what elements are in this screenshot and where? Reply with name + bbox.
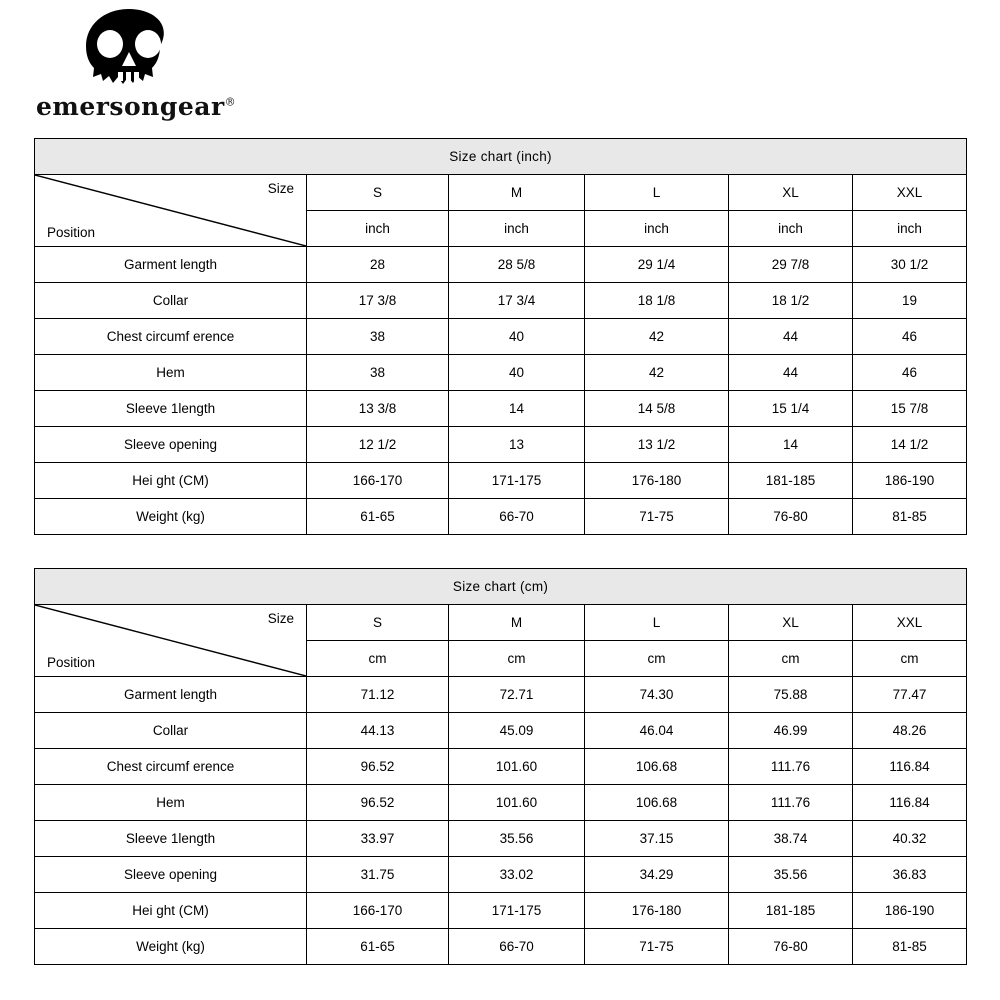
cell-value: 76-80 [729,499,853,535]
size-header-xl: XL [729,605,853,641]
table-row [35,749,967,785]
cell-value: 33.02 [449,857,585,893]
cell-value: 166-170 [307,463,449,499]
table-caption-row [35,139,967,175]
cell-value: 96.52 [307,749,449,785]
row-label: Weight (kg) [35,929,307,965]
cell-value: 38 [307,319,449,355]
cell-value: 186-190 [853,463,967,499]
size-header-xxl: XXL [853,605,967,641]
corner-header [35,605,307,677]
chart-caption: Size chart (cm) [35,569,967,605]
cell-value: 71.12 [307,677,449,713]
table-row [35,785,967,821]
cell-value: 18 1/2 [729,283,853,319]
cell-value: 101.60 [449,785,585,821]
chart-caption: Size chart (inch) [35,139,967,175]
cell-value: 106.68 [585,785,729,821]
cell-value: 15 1/4 [729,391,853,427]
cell-value: 13 3/8 [307,391,449,427]
table-row [35,929,967,965]
table-caption-row [35,569,967,605]
row-label: Collar [35,283,307,319]
cell-value: 46 [853,319,967,355]
cell-value: 116.84 [853,785,967,821]
row-label: Garment length [35,677,307,713]
unit-xl: inch [729,211,853,247]
size-chart-table-inch [34,138,967,535]
cell-value: 75.88 [729,677,853,713]
cell-value: 46.99 [729,713,853,749]
table-row [35,247,967,283]
cell-value: 13 [449,427,585,463]
cell-value: 14 [729,427,853,463]
cell-value: 111.76 [729,749,853,785]
cell-value: 37.15 [585,821,729,857]
cell-value: 28 5/8 [449,247,585,283]
size-header-l: L [585,605,729,641]
cell-value: 17 3/8 [307,283,449,319]
row-label: Chest circumf erence [35,749,307,785]
cell-value: 18 1/8 [585,283,729,319]
cell-value: 31.75 [307,857,449,893]
cell-value: 28 [307,247,449,283]
row-label: Chest circumf erence [35,319,307,355]
unit-xl: cm [729,641,853,677]
skull-icon [74,8,184,94]
table-header-row [35,605,967,641]
cell-value: 106.68 [585,749,729,785]
cell-value: 181-185 [729,893,853,929]
cell-value: 176-180 [585,463,729,499]
row-label: Sleeve opening [35,427,307,463]
corner-header [35,175,307,247]
cell-value: 19 [853,283,967,319]
row-label: Hei ght (CM) [35,463,307,499]
cell-value: 186-190 [853,893,967,929]
cell-value: 17 3/4 [449,283,585,319]
size-header-m: M [449,175,585,211]
size-header-s: S [307,605,449,641]
row-label: Sleeve 1length [35,391,307,427]
cell-value: 111.76 [729,785,853,821]
cell-value: 14 [449,391,585,427]
table-row [35,893,967,929]
cell-value: 72.71 [449,677,585,713]
size-chart-cm [34,568,966,965]
cell-value: 96.52 [307,785,449,821]
corner-position-label: Position [47,225,96,240]
cell-value: 38.74 [729,821,853,857]
cell-value: 81-85 [853,499,967,535]
row-label: Weight (kg) [35,499,307,535]
cell-value: 42 [585,355,729,391]
brand-name-text: emersongear [36,92,225,121]
size-header-l: L [585,175,729,211]
cell-value: 14 1/2 [853,427,967,463]
cell-value: 46.04 [585,713,729,749]
cell-value: 40.32 [853,821,967,857]
cell-value: 71-75 [585,929,729,965]
unit-m: cm [449,641,585,677]
table-row [35,857,967,893]
cell-value: 29 1/4 [585,247,729,283]
table-row [35,499,967,535]
table-header-row [35,175,967,211]
cell-value: 74.30 [585,677,729,713]
table-row [35,355,967,391]
size-header-xl: XL [729,175,853,211]
cell-value: 76-80 [729,929,853,965]
cell-value: 46 [853,355,967,391]
cell-value: 33.97 [307,821,449,857]
cell-value: 35.56 [729,857,853,893]
size-chart-table-cm [34,568,967,965]
table-row [35,319,967,355]
cell-value: 61-65 [307,929,449,965]
corner-size-label: Size [267,611,294,626]
corner-position-label: Position [47,655,96,670]
cell-value: 176-180 [585,893,729,929]
cell-value: 44 [729,319,853,355]
unit-m: inch [449,211,585,247]
cell-value: 42 [585,319,729,355]
cell-value: 181-185 [729,463,853,499]
table-row [35,713,967,749]
unit-xxl: cm [853,641,967,677]
table-row [35,821,967,857]
corner-size-label: Size [267,181,294,196]
cell-value: 48.26 [853,713,967,749]
cell-value: 71-75 [585,499,729,535]
cell-value: 15 7/8 [853,391,967,427]
table-row [35,463,967,499]
cell-value: 14 5/8 [585,391,729,427]
unit-l: cm [585,641,729,677]
row-label: Garment length [35,247,307,283]
cell-value: 66-70 [449,929,585,965]
cell-value: 38 [307,355,449,391]
table-row [35,391,967,427]
cell-value: 40 [449,355,585,391]
cell-value: 29 7/8 [729,247,853,283]
row-label: Hei ght (CM) [35,893,307,929]
brand-name [36,92,236,121]
row-label: Hem [35,785,307,821]
row-label: Collar [35,713,307,749]
cell-value: 34.29 [585,857,729,893]
unit-s: inch [307,211,449,247]
row-label: Sleeve 1length [35,821,307,857]
row-label: Hem [35,355,307,391]
cell-value: 171-175 [449,893,585,929]
unit-s: cm [307,641,449,677]
cell-value: 36.83 [853,857,967,893]
size-header-m: M [449,605,585,641]
cell-value: 116.84 [853,749,967,785]
cell-value: 35.56 [449,821,585,857]
cell-value: 171-175 [449,463,585,499]
size-chart-inch [34,138,966,535]
table-row [35,677,967,713]
unit-xxl: inch [853,211,967,247]
row-label: Sleeve opening [35,857,307,893]
cell-value: 40 [449,319,585,355]
cell-value: 44.13 [307,713,449,749]
size-header-xxl: XXL [853,175,967,211]
cell-value: 13 1/2 [585,427,729,463]
size-header-s: S [307,175,449,211]
table-row [35,283,967,319]
cell-value: 30 1/2 [853,247,967,283]
cell-value: 77.47 [853,677,967,713]
cell-value: 101.60 [449,749,585,785]
cell-value: 61-65 [307,499,449,535]
table-row [35,427,967,463]
brand-logo [36,8,296,121]
cell-value: 166-170 [307,893,449,929]
cell-value: 45.09 [449,713,585,749]
registered-mark: ® [224,95,237,109]
unit-l: inch [585,211,729,247]
cell-value: 81-85 [853,929,967,965]
cell-value: 66-70 [449,499,585,535]
cell-value: 44 [729,355,853,391]
cell-value: 12 1/2 [307,427,449,463]
